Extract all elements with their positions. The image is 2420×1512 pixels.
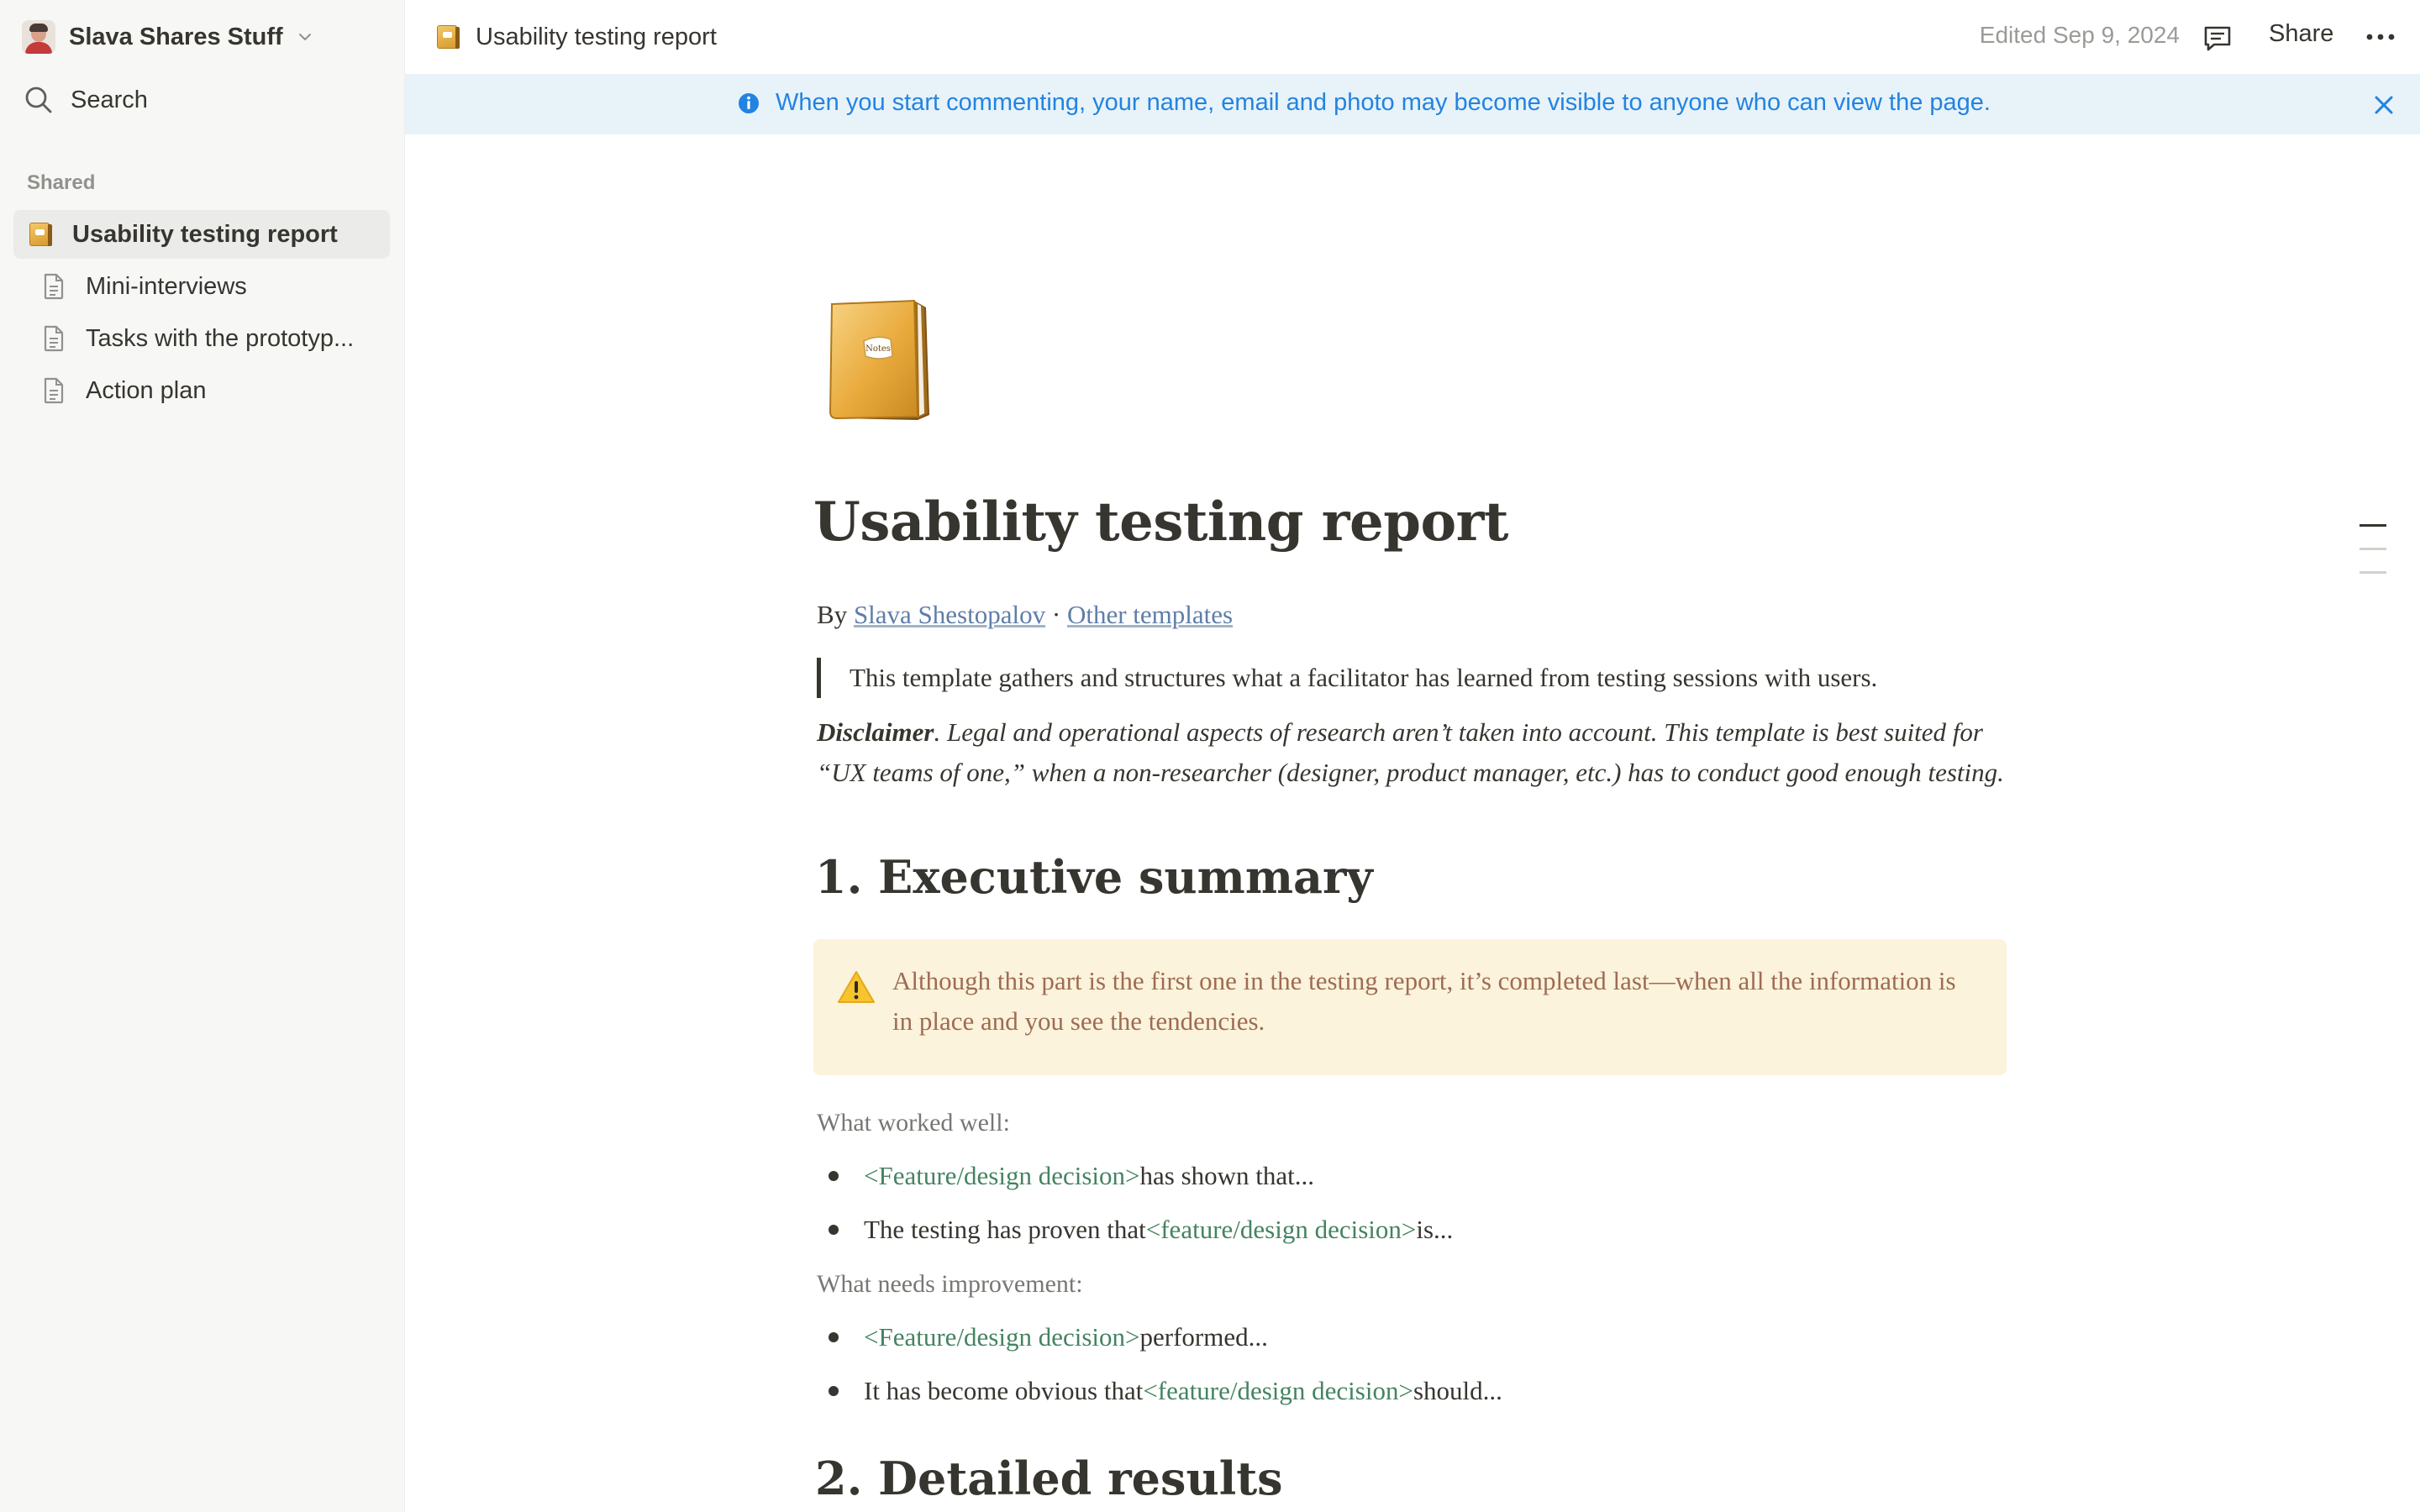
comment-privacy-banner — [405, 74, 2420, 134]
list-item — [829, 1322, 1268, 1352]
list-item — [829, 1376, 1502, 1406]
sidebar-search[interactable] — [12, 79, 390, 121]
disclaimer-text: . Legal and operational aspects of research aren’t taken into account. This template is best suited for “UX teams of one,” when a non-researcher (designer, product manager, etc.) has to conduct good enough testing. — [817, 717, 2004, 787]
sidebar-item-usability-testing-report[interactable] — [13, 210, 390, 259]
page-icon — [40, 323, 67, 354]
page-icon — [40, 375, 67, 406]
list-item-text: is... — [1416, 1215, 1454, 1244]
notebook-icon[interactable] — [827, 296, 934, 422]
workspace-avatar — [22, 20, 55, 54]
callout-text: Although this part is the first one in the testing report, it’s completed last—when all the information is in place and you see the tendencies. — [892, 966, 1956, 1036]
byline-separator: · — [1051, 600, 1061, 629]
workspace-name: Slava Shares Stuff — [69, 23, 283, 50]
list-item — [829, 1161, 1314, 1191]
other-templates-link[interactable]: Other templates — [1066, 600, 1234, 629]
breadcrumb-title: Usability testing report — [476, 23, 717, 50]
list-item — [829, 1215, 1453, 1245]
comment-icon — [2202, 24, 2233, 54]
callout — [813, 939, 2007, 1075]
sidebar — [0, 0, 405, 1512]
info-icon — [737, 92, 760, 115]
comments-button[interactable] — [2201, 22, 2234, 55]
bullet-dot — [829, 1332, 839, 1342]
heading-detailed-results: 2. Detailed results — [815, 1452, 1283, 1505]
heading-executive-summary: 1. Executive summary — [815, 850, 1373, 904]
list-item-text: has shown that... — [1139, 1161, 1315, 1190]
toc-outline-marker[interactable] — [2360, 548, 2386, 550]
sidebar-item-tasks-with-the-prototype[interactable] — [13, 314, 390, 363]
svg-text:Notes: Notes — [865, 344, 891, 354]
sidebar-item-action-plan[interactable] — [13, 366, 390, 415]
edited-timestamp: Edited Sep 9, 2024 — [1979, 22, 2180, 48]
sidebar-item-label: Tasks with the prototyp... — [86, 324, 355, 352]
notebook-icon — [435, 24, 460, 50]
needs-improvement-label: What needs improvement: — [817, 1270, 1083, 1298]
sidebar-item-label: Usability testing report — [72, 220, 338, 248]
bullet-dot — [829, 1171, 839, 1181]
workspace-switcher[interactable] — [12, 15, 314, 59]
bullet-dot — [829, 1225, 839, 1235]
close-icon — [2373, 94, 2395, 116]
disclaimer-paragraph — [817, 712, 2010, 793]
disclaimer-label: Disclaimer — [817, 717, 934, 747]
share-button[interactable]: Share — [2269, 20, 2334, 47]
byline — [817, 600, 1233, 630]
more-horizontal-icon — [2365, 33, 2396, 41]
placeholder-text: <feature/design decision> — [1143, 1376, 1413, 1405]
banner-text: When you start commenting, your name, email and photo may become visible to anyone who can view the page. — [776, 89, 1991, 116]
warning-icon — [837, 969, 876, 1005]
search-icon — [24, 85, 54, 115]
list-item-text: should... — [1413, 1376, 1502, 1405]
placeholder-text: <feature/design decision> — [1145, 1215, 1417, 1244]
topbar — [405, 0, 2420, 74]
page-icon — [40, 271, 67, 302]
breadcrumb[interactable] — [435, 18, 717, 55]
banner-close-button[interactable] — [2370, 91, 2398, 119]
chevron-down-icon — [297, 29, 313, 45]
list-item-text: performed... — [1139, 1322, 1268, 1352]
notebook-icon — [27, 219, 54, 249]
list-item-text: It has become obvious that — [864, 1376, 1144, 1405]
sidebar-item-mini-interviews[interactable] — [13, 262, 390, 311]
page-title: Usability testing report — [813, 491, 1508, 554]
search-label: Search — [71, 86, 148, 113]
toc-outline-marker[interactable] — [2360, 571, 2386, 574]
sidebar-item-label: Action plan — [86, 376, 207, 404]
intro-quote: This template gathers and structures what a facilitator has learned from testing sessions with users. — [817, 658, 1877, 698]
worked-well-label: What worked well: — [817, 1109, 1010, 1137]
more-options-button[interactable] — [2362, 20, 2399, 54]
byline-prefix: By — [817, 600, 848, 629]
toc-outline-marker[interactable] — [2360, 524, 2386, 527]
list-item-text: The testing has proven that — [864, 1215, 1146, 1244]
placeholder-text: <Feature/design decision> — [864, 1322, 1140, 1352]
placeholder-text: <Feature/design decision> — [864, 1161, 1140, 1190]
sidebar-item-label: Mini-interviews — [86, 272, 247, 300]
bullet-dot — [829, 1386, 839, 1396]
section-label-shared: Shared — [27, 171, 96, 194]
author-link[interactable]: Slava Shestopalov — [853, 600, 1046, 629]
